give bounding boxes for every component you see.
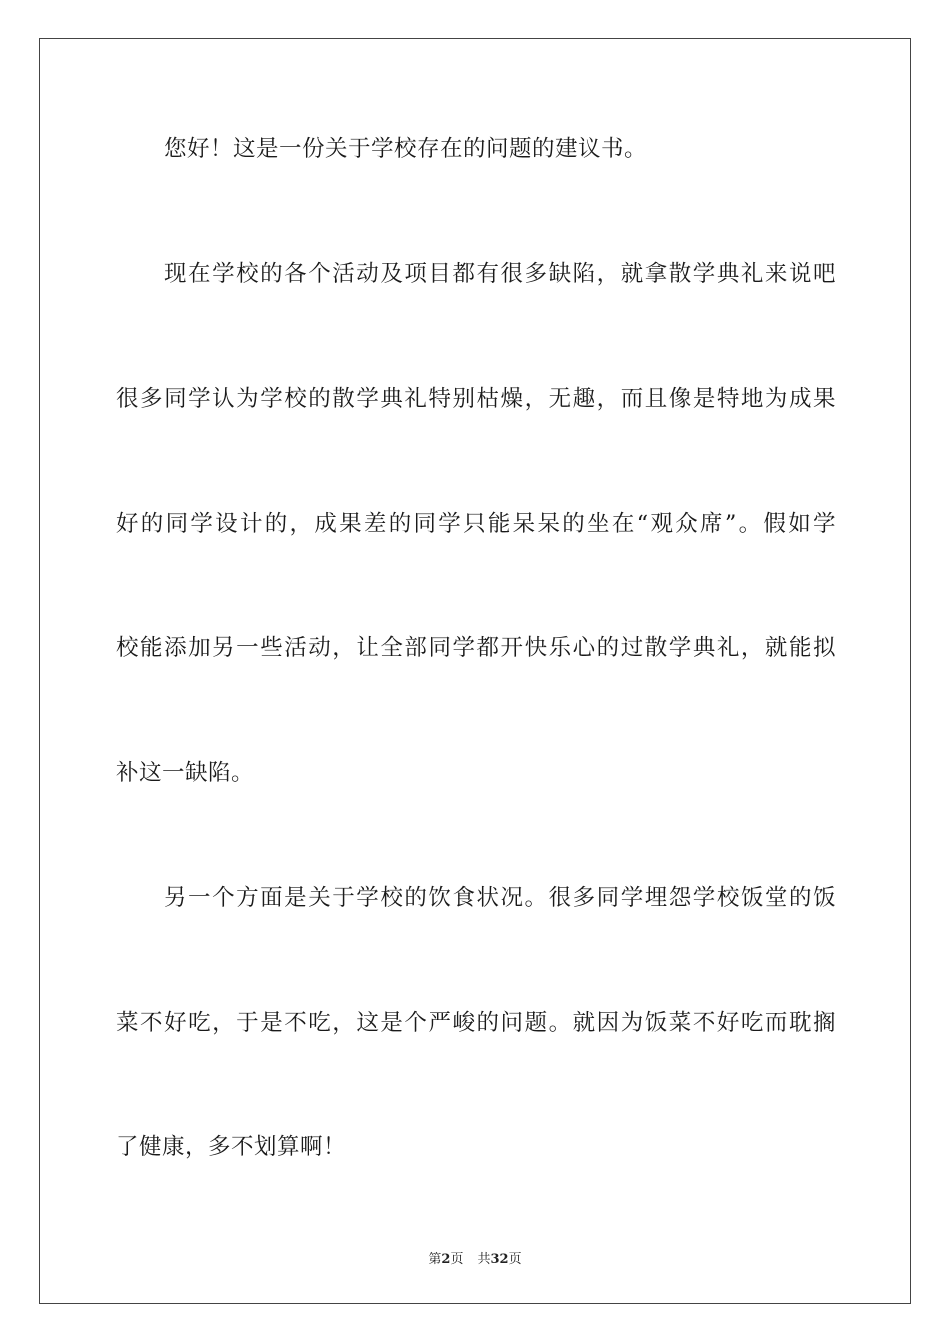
page-border — [39, 38, 911, 1304]
paragraph-1-line-1: 您好！这是一份关于学校存在的问题的建议书。 — [164, 136, 648, 162]
page-prefix: 第 — [428, 1252, 442, 1267]
paragraph-2-line-5: 补这一缺陷。 — [116, 760, 255, 786]
total-suffix: 页 — [508, 1252, 522, 1267]
paragraph-3-line-2: 菜不好吃，于是不吃，这是个严峻的问题。就因为饭菜不好吃而耽搁 — [116, 1010, 836, 1036]
paragraph-2-line-3: 好的同学设计的，成果差的同学只能呆呆的坐在“观众席”。假如学 — [116, 511, 836, 537]
paragraph-3-line-1: 另一个方面是关于学校的饮食状况。很多同学埋怨学校饭堂的饭 — [164, 885, 836, 911]
total-prefix: 共 — [477, 1252, 491, 1267]
paragraph-3-line-3: 了健康，多不划算啊！ — [116, 1134, 347, 1160]
paragraph-2-line-4: 校能添加另一些活动，让全部同学都开快乐心的过散学典礼，就能拟 — [116, 635, 836, 661]
page-number: 2 — [441, 1252, 451, 1267]
page-footer — [0, 1248, 950, 1267]
total-pages: 32 — [490, 1252, 509, 1267]
paragraph-2-line-1: 现在学校的各个活动及项目都有很多缺陷，就拿散学典礼来说吧 — [164, 261, 836, 287]
paragraph-2-line-2: 很多同学认为学校的散学典礼特别枯燥，无趣，而且像是特地为成果 — [116, 386, 836, 412]
page-suffix: 页 — [450, 1252, 464, 1267]
